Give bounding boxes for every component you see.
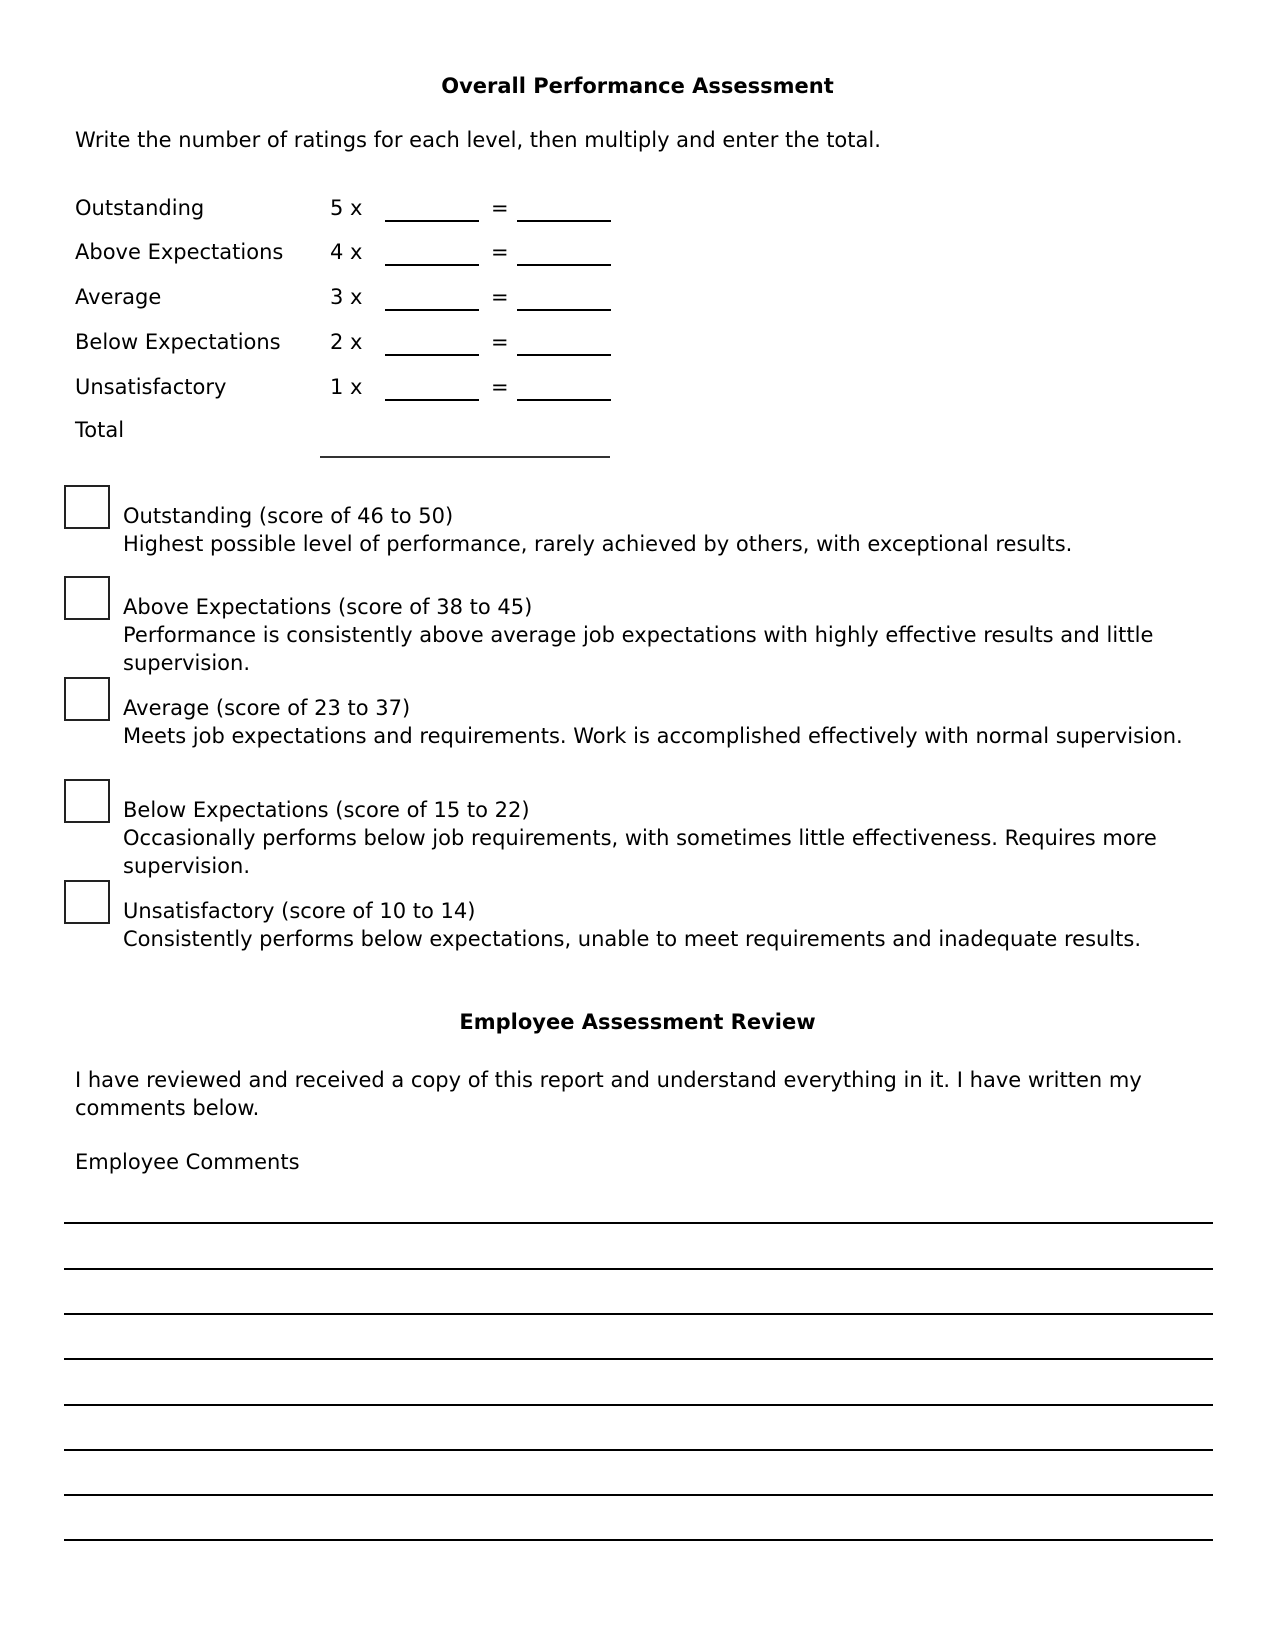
multiplier: 5 x — [330, 196, 363, 220]
result-field[interactable] — [517, 354, 611, 356]
level-above-expectations — [123, 593, 1203, 677]
level-average — [123, 694, 1203, 750]
employee-comments-label: Employee Comments — [75, 1150, 300, 1174]
level-description: Consistently performs below expectations, unable to meet requirements and inadequate results. — [123, 927, 1142, 951]
equals-sign: = — [491, 285, 509, 309]
comment-line[interactable] — [64, 1358, 1213, 1360]
instructions-text: Write the number of ratings for each level, then multiply and enter the total. — [75, 128, 881, 152]
count-field[interactable] — [385, 399, 479, 401]
equals-sign: = — [491, 196, 509, 220]
level-below-expectations — [123, 796, 1203, 880]
equals-sign: = — [491, 240, 509, 264]
comment-line[interactable] — [64, 1404, 1213, 1406]
calc-label: Outstanding — [75, 196, 205, 220]
level-heading: Below Expectations (score of 15 to 22) — [123, 798, 530, 822]
count-field[interactable] — [385, 264, 479, 266]
total-field[interactable] — [320, 456, 610, 458]
result-field[interactable] — [517, 399, 611, 401]
result-field[interactable] — [517, 220, 611, 222]
checkbox-average[interactable] — [64, 677, 110, 721]
level-unsatisfactory — [123, 897, 1203, 953]
level-outstanding — [123, 502, 1203, 558]
checkbox-below-expectations[interactable] — [64, 779, 110, 823]
review-statement: I have reviewed and received a copy of this report and understand everything in it. I have written my comments below. — [75, 1068, 1142, 1120]
section-title-overall-performance: Overall Performance Assessment — [441, 74, 834, 98]
comment-line[interactable] — [64, 1494, 1213, 1496]
comment-line[interactable] — [64, 1222, 1213, 1224]
count-field[interactable] — [385, 354, 479, 356]
count-field[interactable] — [385, 220, 479, 222]
level-heading: Above Expectations (score of 38 to 45) — [123, 595, 533, 619]
equals-sign: = — [491, 330, 509, 354]
multiplier: 1 x — [330, 375, 363, 399]
multiplier: 4 x — [330, 240, 363, 264]
level-description: Highest possible level of performance, rarely achieved by others, with exceptional results. — [123, 532, 1073, 556]
level-description: Performance is consistently above average job expectations with highly effective results and little supervision. — [123, 623, 1154, 675]
section-title-employee-review: Employee Assessment Review — [459, 1010, 816, 1034]
count-field[interactable] — [385, 309, 479, 311]
calc-label: Below Expectations — [75, 330, 281, 354]
multiplier: 2 x — [330, 330, 363, 354]
level-description: Occasionally performs below job requirements, with sometimes little effectiveness. Requires more supervision. — [123, 826, 1157, 878]
equals-sign: = — [491, 375, 509, 399]
level-heading: Average (score of 23 to 37) — [123, 696, 411, 720]
checkbox-above-expectations[interactable] — [64, 576, 110, 620]
calc-label: Unsatisfactory — [75, 375, 227, 399]
level-heading: Unsatisfactory (score of 10 to 14) — [123, 899, 476, 923]
comment-line[interactable] — [64, 1539, 1213, 1541]
comment-line[interactable] — [64, 1313, 1213, 1315]
result-field[interactable] — [517, 309, 611, 311]
checkbox-outstanding[interactable] — [64, 485, 110, 529]
calc-label: Average — [75, 285, 162, 309]
calc-label: Above Expectations — [75, 240, 284, 264]
result-field[interactable] — [517, 264, 611, 266]
level-heading: Outstanding (score of 46 to 50) — [123, 504, 454, 528]
level-description: Meets job expectations and requirements. Work is accomplished effectively with normal supervision. — [123, 724, 1183, 748]
comment-line[interactable] — [64, 1449, 1213, 1451]
total-label: Total — [75, 418, 125, 442]
checkbox-unsatisfactory[interactable] — [64, 880, 110, 924]
comment-line[interactable] — [64, 1268, 1213, 1270]
multiplier: 3 x — [330, 285, 363, 309]
